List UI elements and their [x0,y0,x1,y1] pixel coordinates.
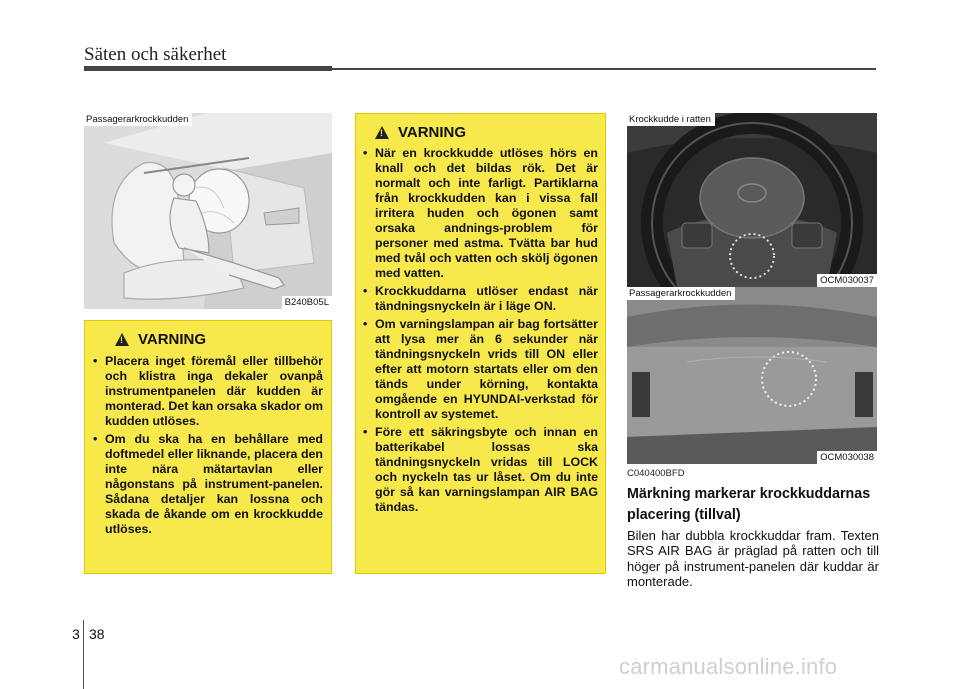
footer-page-number: 38 [89,626,105,642]
warning-item: • Placera inget föremål eller tillbehör och klistra inga dekaler ovanpå instrumentpanelen där kudden är monterad. Det kan orsaka skador om kudden utlöses. [93,354,323,429]
steering-wheel-drawing [627,113,877,287]
figure-code: OCM030037 [817,274,877,287]
warning-heading: VARNING [398,124,467,141]
figure-code: OCM030038 [817,451,877,464]
figure-dashboard-photo [627,287,877,464]
section-code: C040400BFD [627,468,685,479]
warning-item: • Före ett säkringsbyte och innan en batterikabel lossas ska tändningsnyckeln vridas till LOCK och nyckeln tas ur låset. Om du inte gör så kan varningslampan AIR BAG tändas. [363,425,598,515]
warning-list [93,354,323,537]
header-rule-thick [84,66,332,71]
figure-label: Passagerarkrockkudden [84,113,192,126]
figure-label: Krockkudde i ratten [627,113,715,126]
warning-item: • När en krockkudde utlöses hörs en knall och det bildas rök. Det är normalt och inte farligt. Partiklarna från krockkudden kan i vissa fall irritera huden och ögonen samt orsaka andnings-problem för personer med astma. Tvätta bar hud med tvål och vatten och skölj ögonen med vatten. [363,146,598,281]
figure-label: Passagerarkrockkudden [627,287,735,300]
section-title: Märkning markerar krockkuddarnas placering (tillval) [627,486,871,523]
footer-chapter-number: 3 [72,626,80,642]
figure-passenger-airbag-illustration [84,113,332,309]
dashboard-drawing [627,287,877,464]
warning-item: • Krockkuddarna utlöser endast när tändningsnyckeln är i läge ON. [363,284,598,314]
figure-steering-wheel-photo [627,113,877,287]
warning-item: • Om du ska ha en behållare med doftmedel eller liknande, placera den inte nära mätartavlan eller någonstans på instrument-panelen. Sådana detaljer kan lossna och skada de åkande om en krockkudde utlöses. [93,432,323,537]
watermark-text: carmanualsonline.info [619,654,838,679]
warning-heading: VARNING [138,331,207,348]
warning-triangle-icon [115,333,129,346]
figure-code: B240B05L [282,296,332,309]
header-rule-thin [332,68,876,70]
warning-triangle-icon [375,126,389,139]
warning-list [363,146,598,515]
footer-divider [83,620,84,689]
airbag-deployment-drawing [84,113,332,309]
warning-item: • Om varningslampan air bag fortsätter att lysa mer än 6 sekunder när tändningsnyckeln vrids till ON eller efter att motorn startats eller om den tänds under körning, kontakta omgående en HYUNDAI-verkstad för kontroll av systemet. [363,317,598,422]
section-body: Bilen har dubbla krockkuddar fram. Texten SRS AIR BAG är präglad på ratten och till höger på instrument-panelen där kuddar är monterade. [627,528,879,590]
warning-box-middle [355,113,606,574]
page-header-title: Säten och säkerhet [84,44,227,65]
warning-box-left [84,320,332,574]
